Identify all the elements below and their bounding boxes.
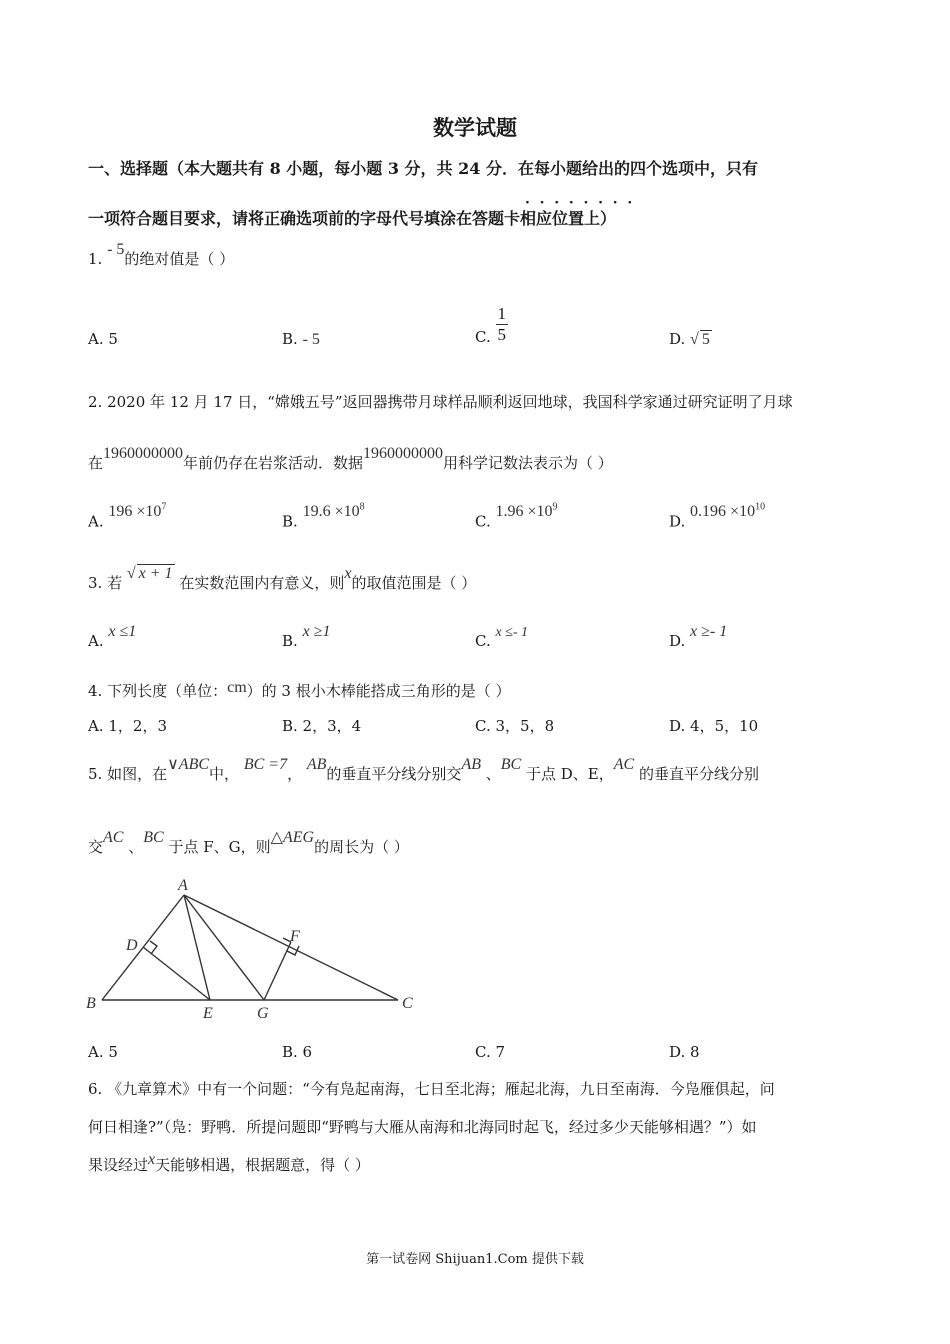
text: 中， <box>209 765 240 783</box>
question-number: 1. <box>88 250 103 268</box>
sqrt-icon: √ <box>126 565 136 582</box>
exponent: 9 <box>552 502 558 513</box>
fraction-denominator: 5 <box>497 325 506 344</box>
segment-fg <box>264 942 291 1000</box>
label-c: C <box>402 995 413 1012</box>
base: 1.96 ×10 <box>495 503 553 521</box>
q1-option-b[interactable] <box>282 330 320 349</box>
math-expression: ∨ABC <box>167 756 210 773</box>
math-expression: AC <box>613 756 635 773</box>
section-header-line1: 一、选择题（本大题共有 8 小题，每小题 3 分，共 24 分．在每小题给出的四个选项中，只有 <box>88 159 758 178</box>
segment-ag <box>184 895 264 1000</box>
math-expression: BC =7 <box>243 756 288 773</box>
text: 年前仍存在岩浆活动．数据 <box>183 454 364 472</box>
option-value: 5 <box>108 330 118 348</box>
segment-ae <box>184 895 210 1000</box>
text: 4. 下列长度（单位： <box>88 682 228 700</box>
math-expression: BC <box>500 756 522 773</box>
page-footer: 第一试卷网 Shijuan1.Com 提供下载 <box>366 1252 584 1267</box>
option-label: C. <box>475 512 491 531</box>
q4-option-d[interactable]: D. 4，5，10 <box>669 717 759 735</box>
q4-option-b[interactable]: B. 2，3，4 <box>282 717 362 735</box>
label-a: A <box>178 877 188 894</box>
exponent: 8 <box>359 502 365 513</box>
emphasis-dots: · · · · · · · · <box>525 195 633 211</box>
right-angle-d <box>150 941 157 954</box>
question-6-line1: 6. 《九章算术》中有一个问题：“今有凫起南海，七日至北海；雁起北海，九日至南海．今凫雁俱起，问 <box>88 1080 775 1098</box>
variable: x <box>344 565 352 582</box>
question-5-line1 <box>88 756 760 784</box>
text: 于点 F、G，则 <box>168 838 271 856</box>
option-value <box>303 503 365 520</box>
option-value: - 5 <box>302 331 320 348</box>
q3-option-b[interactable] <box>282 623 331 651</box>
number: 1960000000 <box>363 445 444 462</box>
math-expression: AB <box>306 756 327 773</box>
option-value: x ≤- 1 <box>495 625 529 640</box>
question-6-line3 <box>88 1151 370 1175</box>
option-label: B. <box>282 512 298 531</box>
option-value: x ≥1 <box>302 623 331 640</box>
q2-option-d[interactable] <box>669 502 766 531</box>
q1-option-c[interactable] <box>475 304 508 345</box>
question-4 <box>88 680 511 701</box>
section-header-text: 一项符合题目要求，请将正确选项前的字母代号填涂在答题卡相应位置上） <box>88 209 617 228</box>
math-expression: AB <box>461 756 481 773</box>
option-value <box>496 503 558 520</box>
option-label: A. <box>88 512 104 531</box>
text: 于点 D、E， <box>526 765 614 783</box>
variable: x <box>148 1151 156 1168</box>
unit: cm <box>227 679 247 696</box>
option-label: D. <box>669 632 686 650</box>
exponent: 7 <box>161 502 167 513</box>
base: 19.6 ×10 <box>302 503 360 521</box>
text: 3. 若 <box>88 574 123 592</box>
question-6-line2: 何日相逢?”（凫：野鸭．所提问题即“野鸭与大雁从南海和北海同时起飞，经过多少天能够相遇？”）如 <box>88 1118 757 1136</box>
option-label: D. <box>669 512 686 531</box>
text: 5. 如图，在 <box>88 765 168 783</box>
q3-option-a[interactable] <box>88 623 137 651</box>
question-2-line1: 2. 2020 年 12 月 17 日，“嫦娥五号”返回器携带月球样品顺利返回地球，我国科学家通过研究证明了月球 <box>88 393 793 411</box>
base: 0.196 ×10 <box>690 503 756 521</box>
math-expression: △AEG <box>270 829 315 846</box>
q2-option-c[interactable] <box>475 502 558 531</box>
option-value: x ≤1 <box>108 623 137 640</box>
option-value: 5 <box>701 331 710 348</box>
label-e: E <box>203 1005 213 1022</box>
number: 1960000000 <box>103 445 184 462</box>
math-expression: AC <box>103 829 124 846</box>
page-title: 数学试题 <box>433 115 517 140</box>
section-header-line2 <box>88 195 633 229</box>
text: 的垂直平分线分别交 <box>326 765 462 783</box>
q1-option-d[interactable] <box>669 330 712 349</box>
q2-option-a[interactable] <box>88 502 167 531</box>
q4-option-a[interactable]: A. 1，2，3 <box>88 717 167 735</box>
question-text: 的绝对值是（ ） <box>124 250 235 268</box>
text: 在实数范围内有意义，则 <box>179 574 345 592</box>
q2-option-b[interactable] <box>282 502 365 531</box>
option-value <box>690 503 765 520</box>
base: 196 ×10 <box>108 503 162 521</box>
text: 的周长为（ ） <box>314 838 409 856</box>
option-label: A. <box>88 632 104 650</box>
question-5-line2 <box>88 829 409 857</box>
text: 果设经过 <box>88 1156 149 1174</box>
text: ）的 3 根小木棒能搭成三角形的是（ ） <box>246 682 511 700</box>
label-g: G <box>257 1005 269 1022</box>
math-expression: - 5 <box>107 241 125 258</box>
option-value: x ≥- 1 <box>690 623 728 640</box>
text: 的垂直平分线分别 <box>639 765 760 783</box>
label-d: D <box>126 937 138 954</box>
q5-option-c[interactable]: C. 7 <box>475 1043 506 1061</box>
text: 在 <box>88 454 104 472</box>
q3-option-d[interactable] <box>669 623 728 651</box>
option-label: A. <box>88 330 104 348</box>
option-label: B. <box>282 632 298 650</box>
text: 、 <box>485 765 501 783</box>
q5-option-d[interactable]: D. 8 <box>669 1043 700 1061</box>
option-label: D. <box>669 330 686 348</box>
q5-option-b[interactable]: B. 6 <box>282 1043 313 1061</box>
option-label: C. <box>475 632 491 650</box>
option-label: C. <box>475 327 491 346</box>
sqrt-icon: √ <box>690 331 699 348</box>
q5-option-a[interactable]: A. 5 <box>88 1043 118 1061</box>
math-expression: BC <box>143 829 164 846</box>
question-3 <box>88 565 477 593</box>
q1-option-a[interactable] <box>88 330 118 348</box>
q4-option-c[interactable]: C. 3，5，8 <box>475 717 555 735</box>
question-1 <box>88 241 235 269</box>
segment-de <box>143 947 210 1000</box>
q3-option-c[interactable] <box>475 625 529 651</box>
text: 、 <box>128 838 144 856</box>
radicand: x + 1 <box>138 565 173 582</box>
text: 天能够相遇，根据题意，得（ ） <box>155 1156 370 1174</box>
option-label: B. <box>282 330 298 348</box>
text: 用科学记数法表示为（ ） <box>443 454 613 472</box>
option-value <box>108 503 166 520</box>
exponent: 10 <box>755 502 766 513</box>
question-2-line2 <box>88 445 613 473</box>
triangle-figure <box>80 870 430 1030</box>
segment-ac <box>184 895 398 1000</box>
label-f: F <box>290 928 300 945</box>
label-b: B <box>86 995 96 1012</box>
text: 的取值范围是（ ） <box>351 574 477 592</box>
fraction-numerator: 1 <box>497 304 506 323</box>
fraction <box>496 304 509 345</box>
text: 交 <box>88 838 104 856</box>
text: ， <box>287 765 303 783</box>
